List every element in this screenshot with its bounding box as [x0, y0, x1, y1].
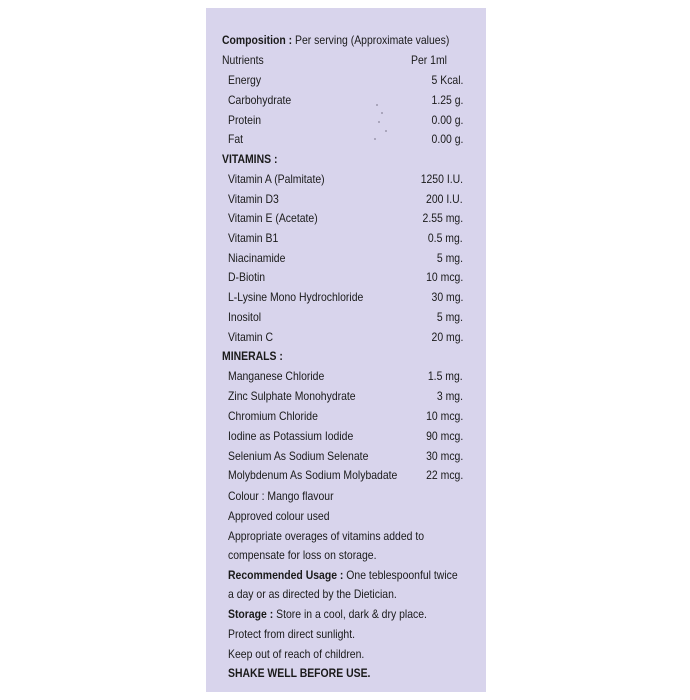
nutrient-name: Chromium Chloride [228, 410, 318, 423]
per-unit-header: Per 1ml [411, 54, 447, 67]
storage-note: Storage : Store in a cool, dark & dry place. [228, 608, 427, 621]
nutrient-value: 5 mg. [436, 252, 463, 265]
nutrient-name: Molybdenum As Sodium Molybadate [228, 469, 398, 482]
nutrient-value: 90 mcg. [425, 430, 463, 443]
print-speck [381, 112, 383, 114]
nutrient-value: 1.25 g. [431, 94, 463, 107]
nutrient-value: 3 mg. [436, 390, 463, 403]
print-speck [374, 138, 376, 140]
nutrient-value: 200 I.U. [426, 193, 463, 206]
usage-note-cont: a day or as directed by the Dietician. [228, 588, 397, 601]
nutrient-name: Manganese Chloride [228, 370, 325, 383]
nutrient-value: 5 Kcal. [431, 74, 463, 87]
nutrient-name: Energy [228, 74, 262, 87]
storage-note-cont: Protect from direct sunlight. [228, 628, 356, 641]
nutrient-name: Zinc Sulphate Monohydrate [228, 390, 356, 403]
overages-note-cont: compensate for loss on storage. [228, 549, 377, 562]
print-speck [385, 130, 387, 132]
nutrient-name: Fat [228, 133, 244, 146]
nutrient-value: 10 mcg. [425, 271, 463, 284]
nutrient-name: Vitamin D3 [228, 193, 279, 206]
nutrient-value: 1250 I.U. [420, 173, 463, 186]
nutrient-name: Inositol [228, 311, 262, 324]
nutrient-name: Selenium As Sodium Selenate [228, 450, 369, 463]
nutrient-value: 10 mcg. [425, 410, 463, 423]
nutrient-value: 30 mcg. [425, 450, 463, 463]
nutrient-name: Vitamin C [228, 331, 274, 344]
overages-note: Appropriate overages of vitamins added to [228, 530, 425, 543]
nutrients-header: Nutrients [222, 54, 264, 67]
nutrient-name: L-Lysine Mono Hydrochloride [228, 291, 364, 304]
nutrient-value: 5 mg. [436, 311, 463, 324]
nutrient-value: 22 mcg. [425, 469, 463, 482]
nutrient-name: Vitamin B1 [228, 232, 279, 245]
vitamins-heading: VITAMINS : [222, 153, 278, 166]
usage-note: Recommended Usage : One teblespoonful twice [228, 569, 458, 582]
nutrient-name: Vitamin A (Palmitate) [228, 173, 325, 186]
nutrient-name: Niacinamide [228, 252, 286, 265]
colour-note: Colour : Mango flavour [228, 490, 334, 503]
nutrient-value: 2.55 mg. [422, 212, 463, 225]
nutrient-name: Protein [228, 114, 262, 127]
nutrient-name: Iodine as Potassium Iodide [228, 430, 354, 443]
composition-heading: Composition : Per serving (Approximate values) [222, 34, 450, 47]
nutrient-name: Carbohydrate [228, 94, 292, 107]
nutrient-value: 0.00 g. [431, 114, 463, 127]
shake-warning: SHAKE WELL BEFORE USE. [228, 667, 371, 680]
storage-note-cont: Keep out of reach of children. [228, 648, 365, 661]
nutrient-name: Vitamin E (Acetate) [228, 212, 318, 225]
print-speck [376, 104, 378, 106]
nutrient-value: 30 mg. [431, 291, 463, 304]
nutrient-value: 20 mg. [431, 331, 463, 344]
approved-colour-note: Approved colour used [228, 510, 330, 523]
print-speck [378, 121, 380, 123]
minerals-heading: MINERALS : [222, 350, 283, 363]
nutrient-value: 0.00 g. [431, 133, 463, 146]
nutrient-value: 1.5 mg. [428, 370, 463, 383]
nutrient-value: 0.5 mg. [428, 232, 463, 245]
nutrient-name: D-Biotin [228, 271, 266, 284]
